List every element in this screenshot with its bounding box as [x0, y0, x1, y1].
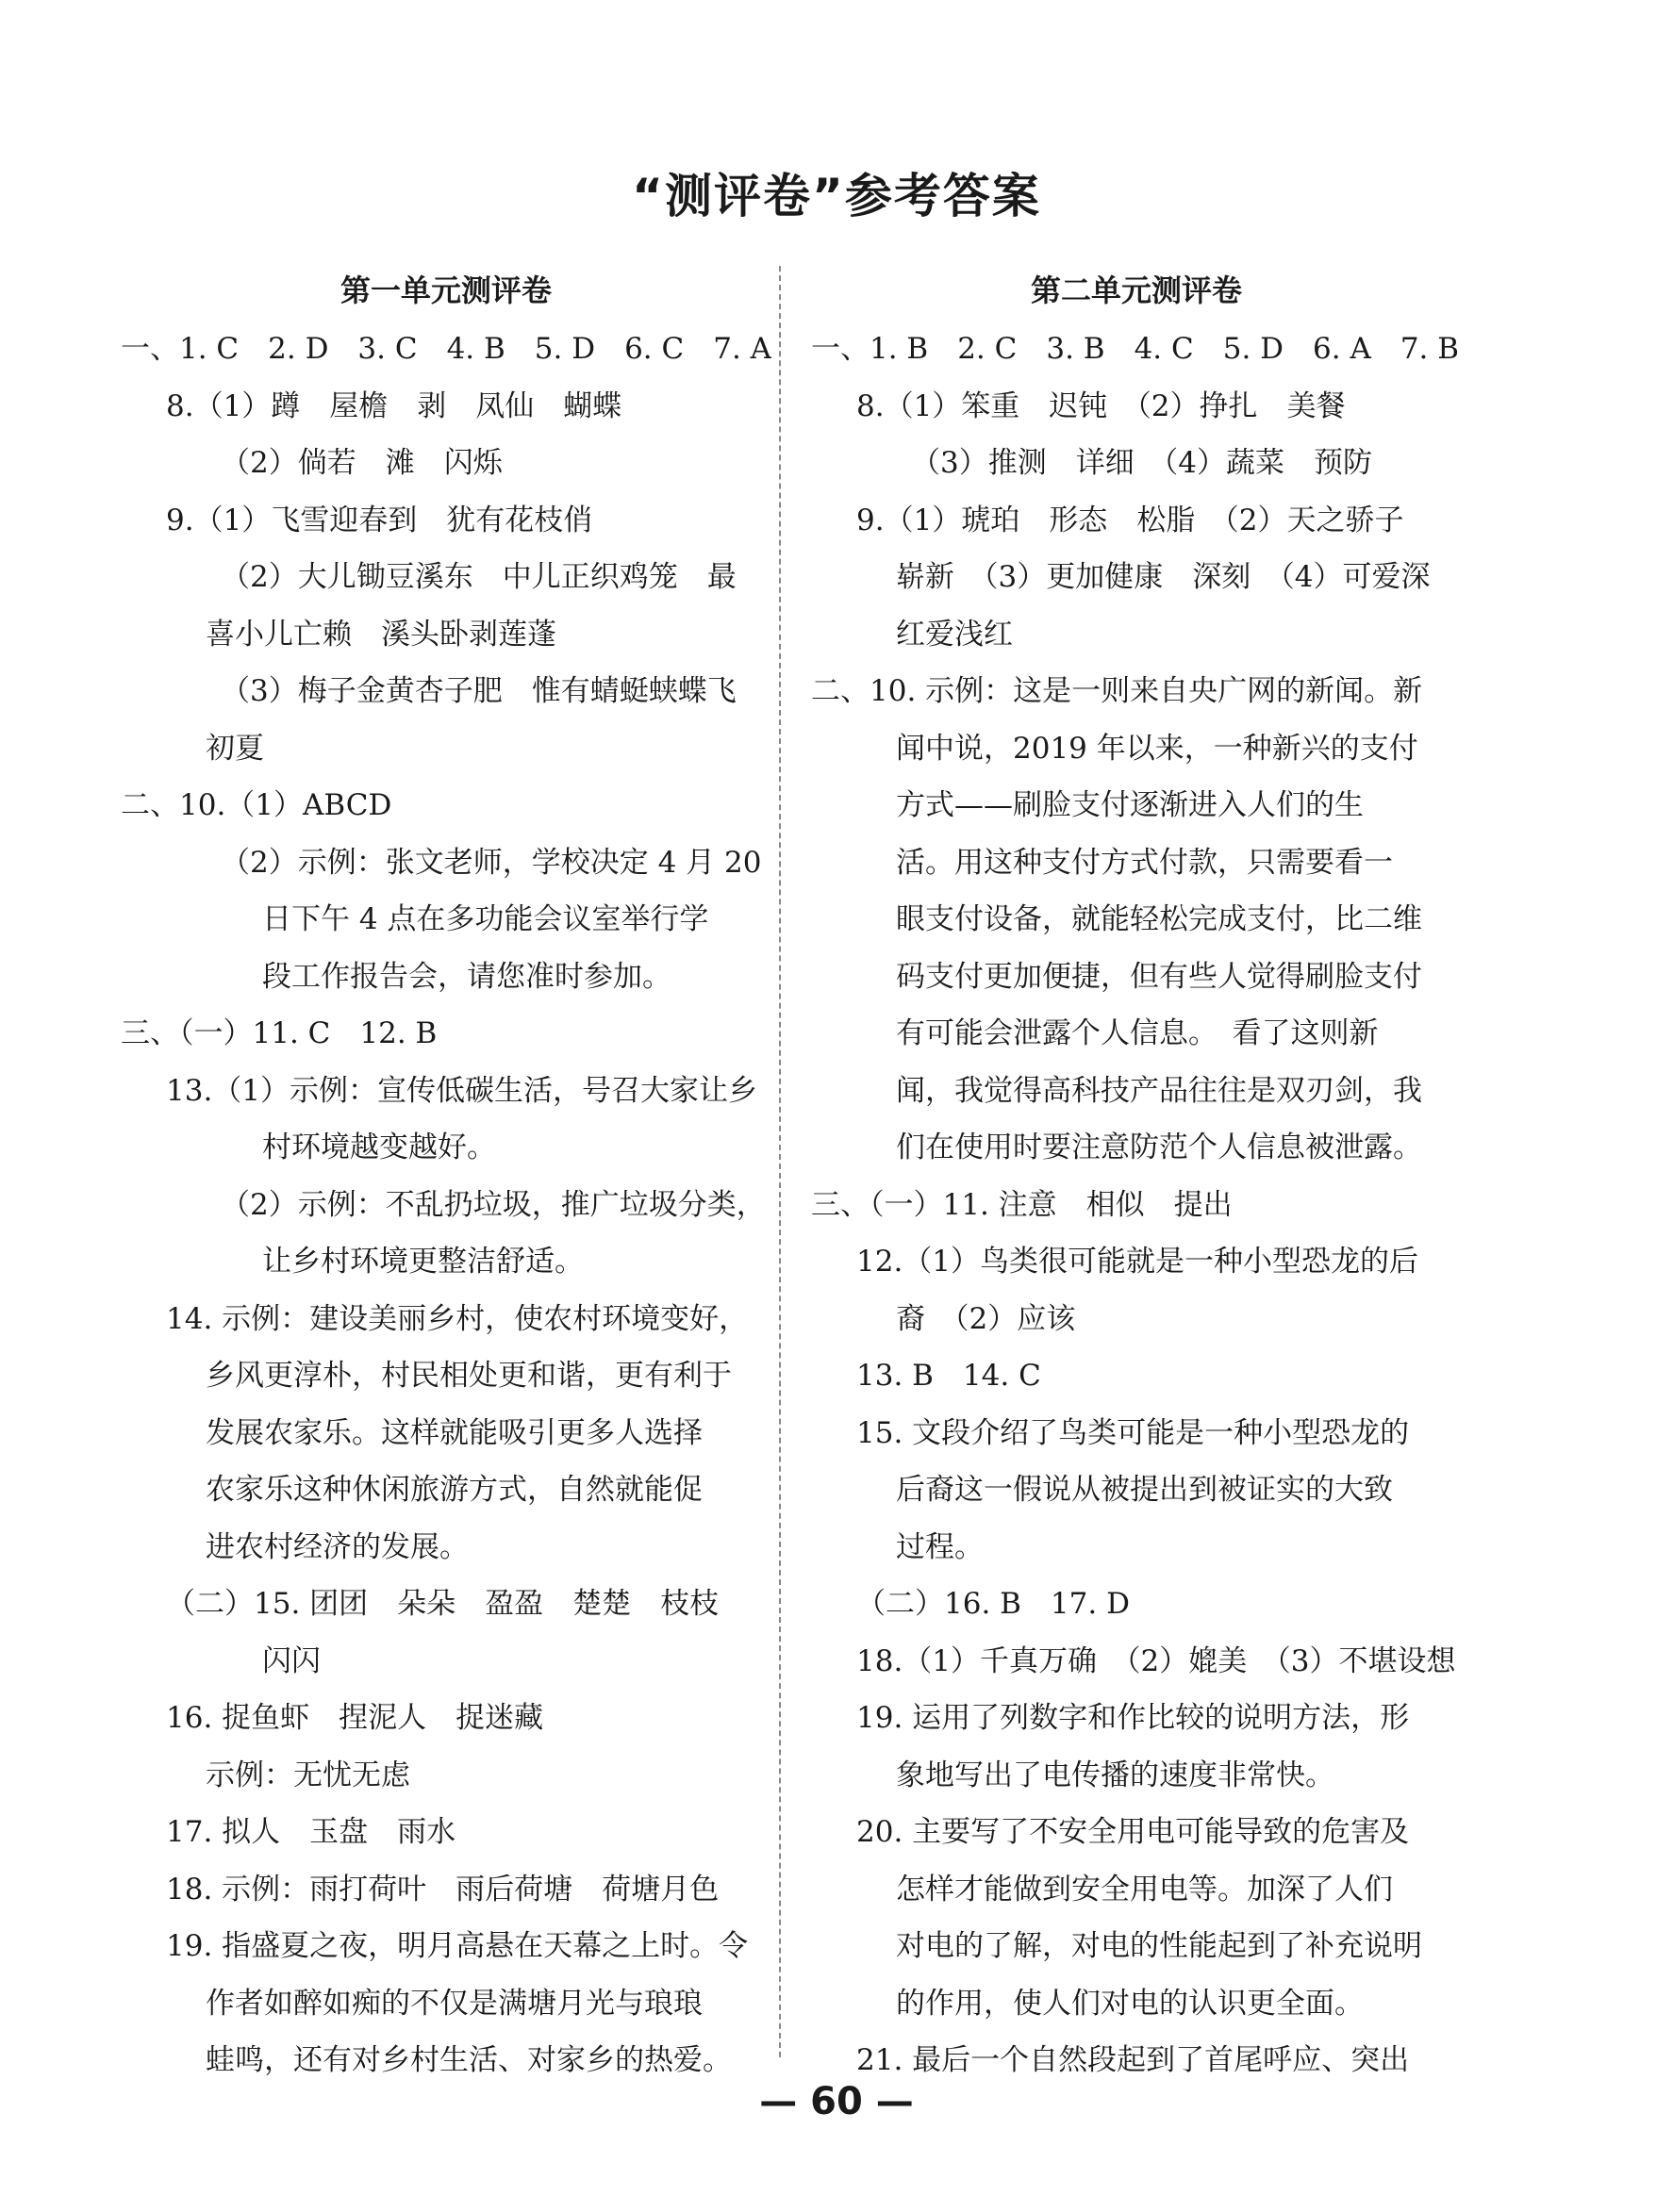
answer-line: 乡风更淳朴，村民相处更和谐，更有利于	[206, 1359, 732, 1393]
answer-line: 8.（1）笨重 迟钝 （2）挣扎 美餐	[856, 388, 1346, 423]
answer-line: 蛙鸣，还有对乡村生活、对家乡的热爱。	[206, 2043, 732, 2077]
answer-line: 二、10.（1）ABCD	[121, 788, 392, 822]
answer-line: 裔 （2）应该	[896, 1301, 1076, 1336]
answer-line: 9.（1）琥珀 形态 松脂 （2）天之骄子	[856, 503, 1404, 537]
answer-line: 19. 指盛夏之夜，明月高悬在天幕之上时。令	[166, 1929, 749, 1963]
answer-line: 9.（1）飞雪迎春到 犹有花枝俏	[166, 503, 593, 537]
answer-line: 让乡村环境更整洁舒适。	[262, 1245, 584, 1279]
answer-line: 喜小儿亡赖 溪头卧剥莲蓬	[206, 617, 556, 652]
answer-line: 进农村经济的发展。	[206, 1529, 469, 1564]
answer-line: 19. 运用了列数字和作比较的说明方法，形	[856, 1701, 1410, 1735]
answer-line: 21. 最后一个自然段起到了首尾呼应、突出	[856, 2043, 1410, 2077]
answer-line: 8.（1）蹲 屋檐 剥 凤仙 蝴蝶	[166, 388, 622, 423]
answer-line: 方式——刷脸支付逐渐进入人们的生	[896, 788, 1364, 822]
answer-line: （3）梅子金黄杏子肥 惟有蜻蜓蛱蝶飞	[221, 674, 737, 708]
page-title: “测评卷”参考答案	[632, 169, 1041, 223]
right-column	[811, 264, 1462, 2089]
answer-line: （2）大儿锄豆溪东 中儿正织鸡笼 最	[221, 560, 737, 594]
page-number: — 60 —	[759, 2080, 914, 2123]
answer-line: 崭新 （3）更加健康 深刻 （4）可爱深	[896, 560, 1431, 594]
left-column	[121, 264, 771, 2089]
answer-line: 发展农家乐。这样就能吸引更多人选择	[206, 1415, 703, 1450]
answer-line: 初夏	[206, 731, 264, 766]
answer-line: 20. 主要写了不安全用电可能导致的危害及	[856, 1815, 1410, 1849]
answer-line: 闪闪	[262, 1643, 321, 1678]
answer-line: 18. 示例：雨打荷叶 雨后荷塘 荷塘月色	[166, 1872, 720, 1907]
answer-line: （2）示例：不乱扔垃圾，推广垃圾分类，	[221, 1187, 766, 1222]
answer-line: 村环境越变越好。	[262, 1131, 496, 1164]
column-divider	[779, 266, 781, 2057]
answer-line: 眼支付设备，就能轻松完成支付，比二维	[896, 902, 1422, 936]
answer-line: 象地写出了电传播的速度非常快。	[896, 1758, 1334, 1792]
answer-line: 闻中说，2019 年以来，一种新兴的支付	[896, 731, 1418, 766]
left-column-heading: 第一单元测评卷	[340, 272, 552, 308]
answer-line: 13.（1）示例：宣传低碳生活，号召大家让乡	[166, 1073, 758, 1108]
answer-line: 15. 文段介绍了鸟类可能是一种小型恐龙的	[856, 1415, 1410, 1450]
answer-line: 16. 捉鱼虾 捏泥人 捉迷藏	[166, 1701, 544, 1735]
answer-line: 17. 拟人 玉盘 雨水	[166, 1815, 456, 1849]
right-column-heading: 第二单元测评卷	[1030, 272, 1242, 308]
answer-line: 农家乐这种休闲旅游方式，自然就能促	[206, 1473, 703, 1507]
answer-line: 18.（1）千真万确 （2）媲美 （3）不堪设想	[856, 1643, 1456, 1678]
answer-line: 怎样才能做到安全用电等。加深了人们	[896, 1872, 1393, 1907]
answer-line: 码支付更加便捷，但有些人觉得刷脸支付	[896, 959, 1422, 994]
answer-line: 12.（1）鸟类很可能就是一种小型恐龙的后	[856, 1245, 1419, 1279]
answer-line: 有可能会泄露个人信息。 看了这则新	[896, 1016, 1379, 1050]
answer-line: 的作用，使人们对电的认识更全面。	[896, 1986, 1364, 2021]
answer-line: 红爱浅红	[896, 617, 1013, 652]
answer-line: （2）示例：张文老师，学校决定 4 月 20	[221, 845, 762, 880]
answer-line: 过程。	[896, 1529, 984, 1564]
answer-line: 对电的了解，对电的性能起到了补充说明	[896, 1929, 1422, 1963]
answer-line: 日下午 4 点在多功能会议室举行学	[262, 902, 709, 936]
right-answer-lines	[811, 321, 1462, 2089]
answer-line: 三、（一）11. 注意 相似 提出	[811, 1187, 1233, 1222]
answer-line: 示例：无忧无虑	[206, 1758, 410, 1792]
answer-line: 三、（一）11. C 12. B	[121, 1016, 438, 1050]
answer-line: 一、1. B 2. C 3. B 4. C 5. D 6. A 7. B	[811, 332, 1460, 366]
answer-line: 后裔这一假说从被提出到被证实的大致	[896, 1473, 1393, 1507]
answer-line: 闻，我觉得高科技产品往往是双刃剑，我	[896, 1073, 1422, 1108]
answer-line: 13. B 14. C	[856, 1359, 1041, 1393]
answer-line: （2）倘若 滩 闪烁	[221, 446, 503, 480]
answer-line: 一、1. C 2. D 3. C 4. B 5. D 6. C 7. A	[121, 332, 771, 366]
answer-line: 二、10. 示例：这是一则来自央广网的新闻。新	[811, 674, 1423, 708]
answer-line: 活。用这种支付方式付款，只需要看一	[896, 845, 1393, 880]
answer-line: 们在使用时要注意防范个人信息被泄露。	[896, 1131, 1422, 1164]
answer-line: 14. 示例：建设美丽乡村，使农村环境变好，	[166, 1301, 749, 1336]
answer-line: 段工作报告会，请您准时参加。	[262, 959, 671, 994]
left-answer-lines	[121, 321, 771, 2089]
answer-line: 作者如醉如痴的不仅是满塘月光与琅琅	[206, 1986, 703, 2021]
answer-line: （二）16. B 17. D	[856, 1587, 1130, 1621]
answer-line: （3）推测 详细 （4）蔬菜 预防	[911, 446, 1372, 480]
answer-line: （二）15. 团团 朵朵 盈盈 楚楚 枝枝	[166, 1587, 720, 1621]
